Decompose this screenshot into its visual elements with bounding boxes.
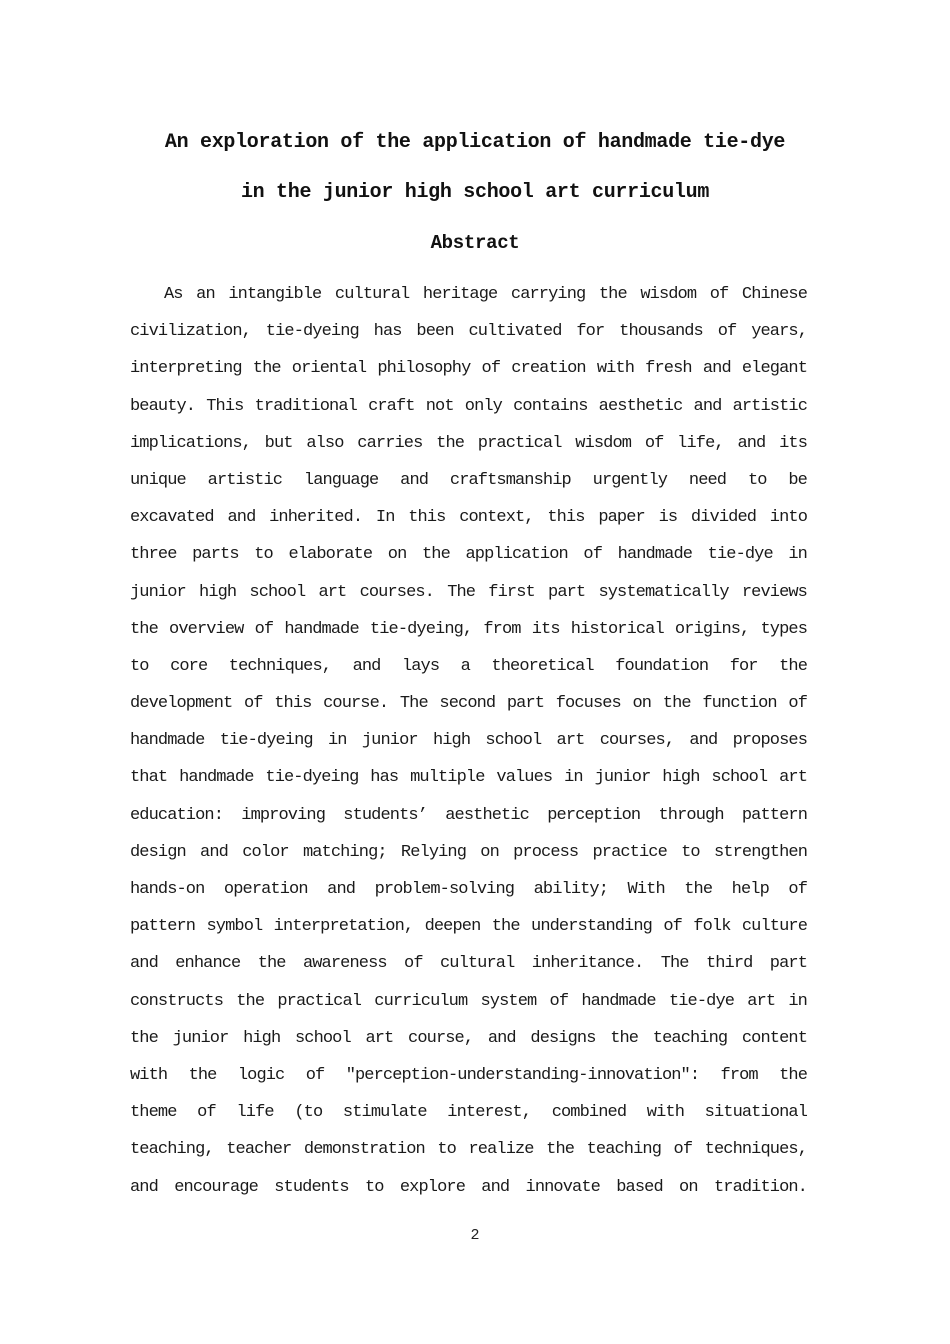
abstract-line: excavated and inherited. In this context, this paper is divided into	[130, 508, 807, 528]
abstract-line: As an intangible cultural heritage carrying the wisdom of Chinese	[164, 285, 807, 304]
abstract-line: the junior high school art course, and designs the teaching content	[130, 1028, 807, 1048]
abstract-line: implications, but also carries the practical wisdom of life, and its	[130, 433, 807, 453]
abstract-line: and encourage students to explore and innovate based on tradition.	[130, 1177, 807, 1197]
abstract-line: handmade tie-dyeing in junior high school art courses, and proposes	[130, 731, 807, 751]
abstract-line: development of this course. The second part focuses on the function of	[130, 694, 807, 714]
abstract-line: unique artistic language and craftsmanship urgently need to be	[130, 470, 807, 490]
abstract-line: beauty. This traditional craft not only contains aesthetic and artistic	[130, 396, 807, 416]
abstract-line: to core techniques, and lays a theoretical foundation for the	[130, 656, 807, 676]
abstract-line: teaching, teacher demonstration to realize the teaching of techniques,	[130, 1140, 807, 1160]
abstract-line: that handmade tie-dyeing has multiple values in junior high school art	[130, 768, 807, 788]
abstract-paragraph	[130, 276, 807, 1206]
abstract-line: and enhance the awareness of cultural inheritance. The third part	[130, 954, 807, 974]
abstract-line: constructs the practical curriculum system of handmade tie-dye art in	[130, 991, 807, 1011]
page-title-line-2: in the junior high school art curriculum	[240, 181, 710, 204]
abstract-line: the overview of handmade tie-dyeing, from its historical origins, types	[130, 619, 807, 639]
abstract-line: junior high school art courses. The first part systematically reviews	[130, 582, 807, 602]
abstract-line: with the logic of "perception-understanding-innovation": from the	[130, 1065, 807, 1085]
page-number: 2	[470, 1227, 480, 1244]
abstract-line: pattern symbol interpretation, deepen the understanding of folk culture	[130, 917, 807, 937]
abstract-line: three parts to elaborate on the application of handmade tie-dye in	[130, 545, 807, 565]
abstract-line: education: improving students’ aesthetic perception through pattern	[130, 805, 807, 825]
title-block	[0, 118, 950, 268]
abstract-heading: Abstract	[430, 232, 520, 254]
abstract-line: civilization, tie-dyeing has been cultivated for thousands of years,	[130, 322, 807, 342]
abstract-line: interpreting the oriental philosophy of creation with fresh and elegant	[130, 359, 807, 379]
abstract-line: theme of life (to stimulate interest, combined with situational	[130, 1103, 807, 1123]
abstract-line: hands-on operation and problem-solving ability; With the help of	[130, 880, 807, 899]
abstract-line: design and color matching; Relying on process practice to strengthen	[130, 842, 807, 862]
page-title-line-1: An exploration of the application of handmade tie-dye	[164, 131, 786, 154]
